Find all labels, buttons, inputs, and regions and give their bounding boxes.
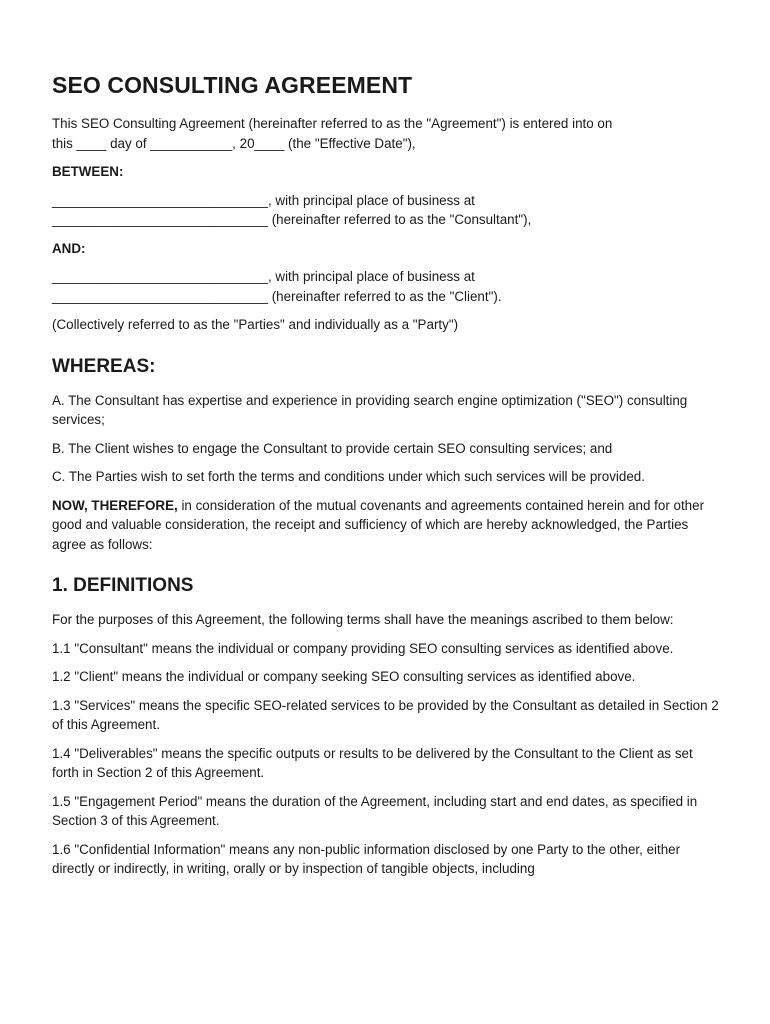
recital-b: B. The Client wishes to engage the Consultant to provide certain SEO consulting services; and [52, 440, 613, 456]
intro-paragraph [52, 114, 722, 153]
client-block [52, 267, 722, 306]
definition-item: 1.2 "Client" means the individual or company seeking SEO consulting services as identified above. [52, 669, 636, 684]
document-page [52, 70, 722, 888]
between-label: BETWEEN: [52, 164, 124, 179]
now-therefore-text: in consideration of the mutual covenants and agreements contained herein and for other good and valuable consideration, the receipt and sufficiency of which are hereby acknowledged, the Parties agree as follows: [52, 497, 705, 552]
client-line-2: _____________________________ (hereinafter referred to as the "Client"). [52, 288, 502, 304]
consultant-line-1: _____________________________, with principal place of business at [52, 192, 475, 208]
consultant-line-2: _____________________________ (hereinafter referred to as the "Consultant"), [52, 212, 532, 227]
definition-item: 1.5 "Engagement Period" means the duration of the Agreement, including start and end dates, as specified in Section 3 of this Agreement. [52, 793, 698, 828]
and-label: AND: [52, 240, 86, 256]
document-title: SEO CONSULTING AGREEMENT [52, 72, 413, 98]
intro-line-2: this ____ day of ___________, 20____ (the "Effective Date"), [52, 135, 416, 151]
now-therefore-bold: NOW, THEREFORE, [52, 497, 178, 513]
consultant-block [52, 191, 722, 230]
definition-item: 1.1 "Consultant" means the individual or company providing SEO consulting services as identified above. [52, 640, 674, 656]
definition-item: 1.4 "Deliverables" means the specific outputs or results to be delivered by the Consultant to the Client as set forth in Section 2 of this Agreement. [52, 745, 693, 780]
recital-c: C. The Parties wish to set forth the terms and conditions under which such services will be provided. [52, 469, 645, 484]
definitions-intro: For the purposes of this Agreement, the following terms shall have the meanings ascribed to them below: [52, 612, 674, 627]
whereas-heading: WHEREAS: [52, 355, 156, 377]
definition-item: 1.6 "Confidential Information" means any non-public information disclosed by one Party to the other, either directly or indirectly, in writing, orally or by inspection of tangible objects, including [52, 841, 681, 876]
now-therefore-paragraph [52, 496, 722, 555]
client-line-1: _____________________________, with principal place of business at [52, 269, 475, 284]
definitions-heading: 1. DEFINITIONS [52, 575, 194, 596]
collective-note: (Collectively referred to as the "Parties" and individually as a "Party") [52, 317, 459, 332]
intro-line-1: This SEO Consulting Agreement (hereinafter referred to as the "Agreement") is entered into on [52, 116, 613, 131]
definition-item: 1.3 "Services" means the specific SEO-related services to be provided by the Consultant as detailed in Section 2 of this Agreement. [52, 697, 719, 732]
recital-a: A. The Consultant has expertise and experience in providing search engine optimization ("SEO") consulting services; [52, 392, 688, 427]
